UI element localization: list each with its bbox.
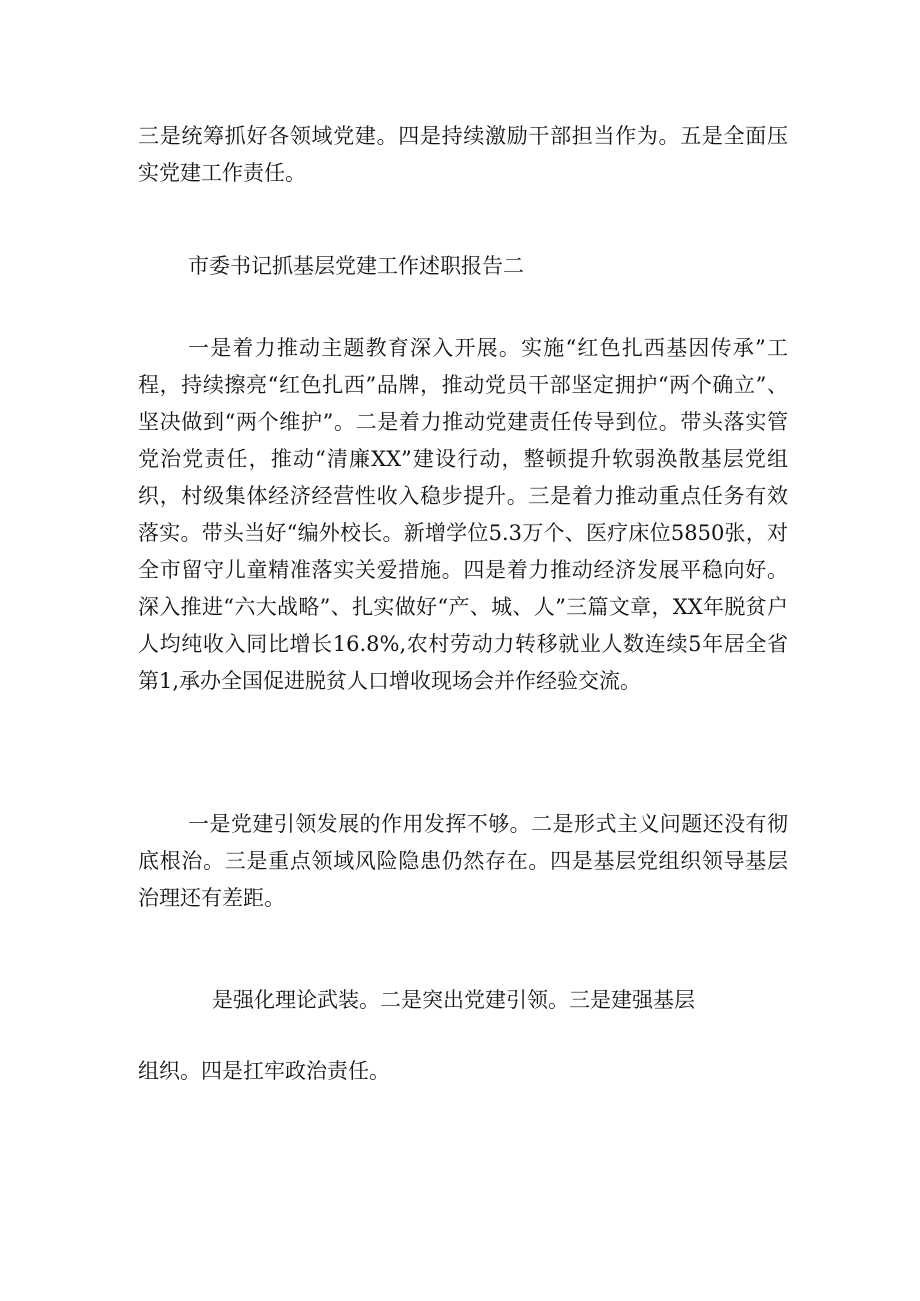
- section-title: 市委书记抓基层党建工作述职报告二: [188, 254, 524, 278]
- paragraph-achievements: 一是着力推动主题教育深入开展。实施“红色扎西基因传承”工程，持续擦亮“红色扎西”品牌，推动党员干部坚定拥护“两个确立”、坚决做到“两个维护”。二是着力推动党建责任传导到位。带头落实管党治党责任，推动“清廉XX”建设行动，整顿提升软弱涣散基层党组织，村级集体经济经营性收入稳步提升。三是着力推动重点任务有效落实。带头当好“编外校长。新增学位5.3万个、医疗床位5850张，对全市留守儿童精准落实关爱措施。四是着力推动经济发展平稳向好。深入推进“六大战略”、扎实做好“产、城、人”三篇文章，XX年脱贫户人均纯收入同比增长16.8%,农村劳动力转移就业人数连续5年居全省第1,承办全国促进脱贫人口增收现场会并作经验交流。: [138, 336, 788, 693]
- paragraph-summary-tasks: 三是统筹抓好各领域党建。四是持续激励干部担当作为。五是全面压实党建工作责任。: [138, 124, 788, 185]
- paragraph-problems: 一是党建引领发展的作用发挥不够。二是形式主义问题还没有彻底根治。三是重点领域风险隐患仍然存在。四是基层党组织领导基层治理还有差距。: [138, 812, 788, 910]
- paragraph-next-steps-line1: 是强化理论武装。二是突出党建引领。三是建强基层: [212, 988, 695, 1012]
- paragraph-next-steps-line2: 组织。四是扛牢政治责任。: [138, 1059, 390, 1083]
